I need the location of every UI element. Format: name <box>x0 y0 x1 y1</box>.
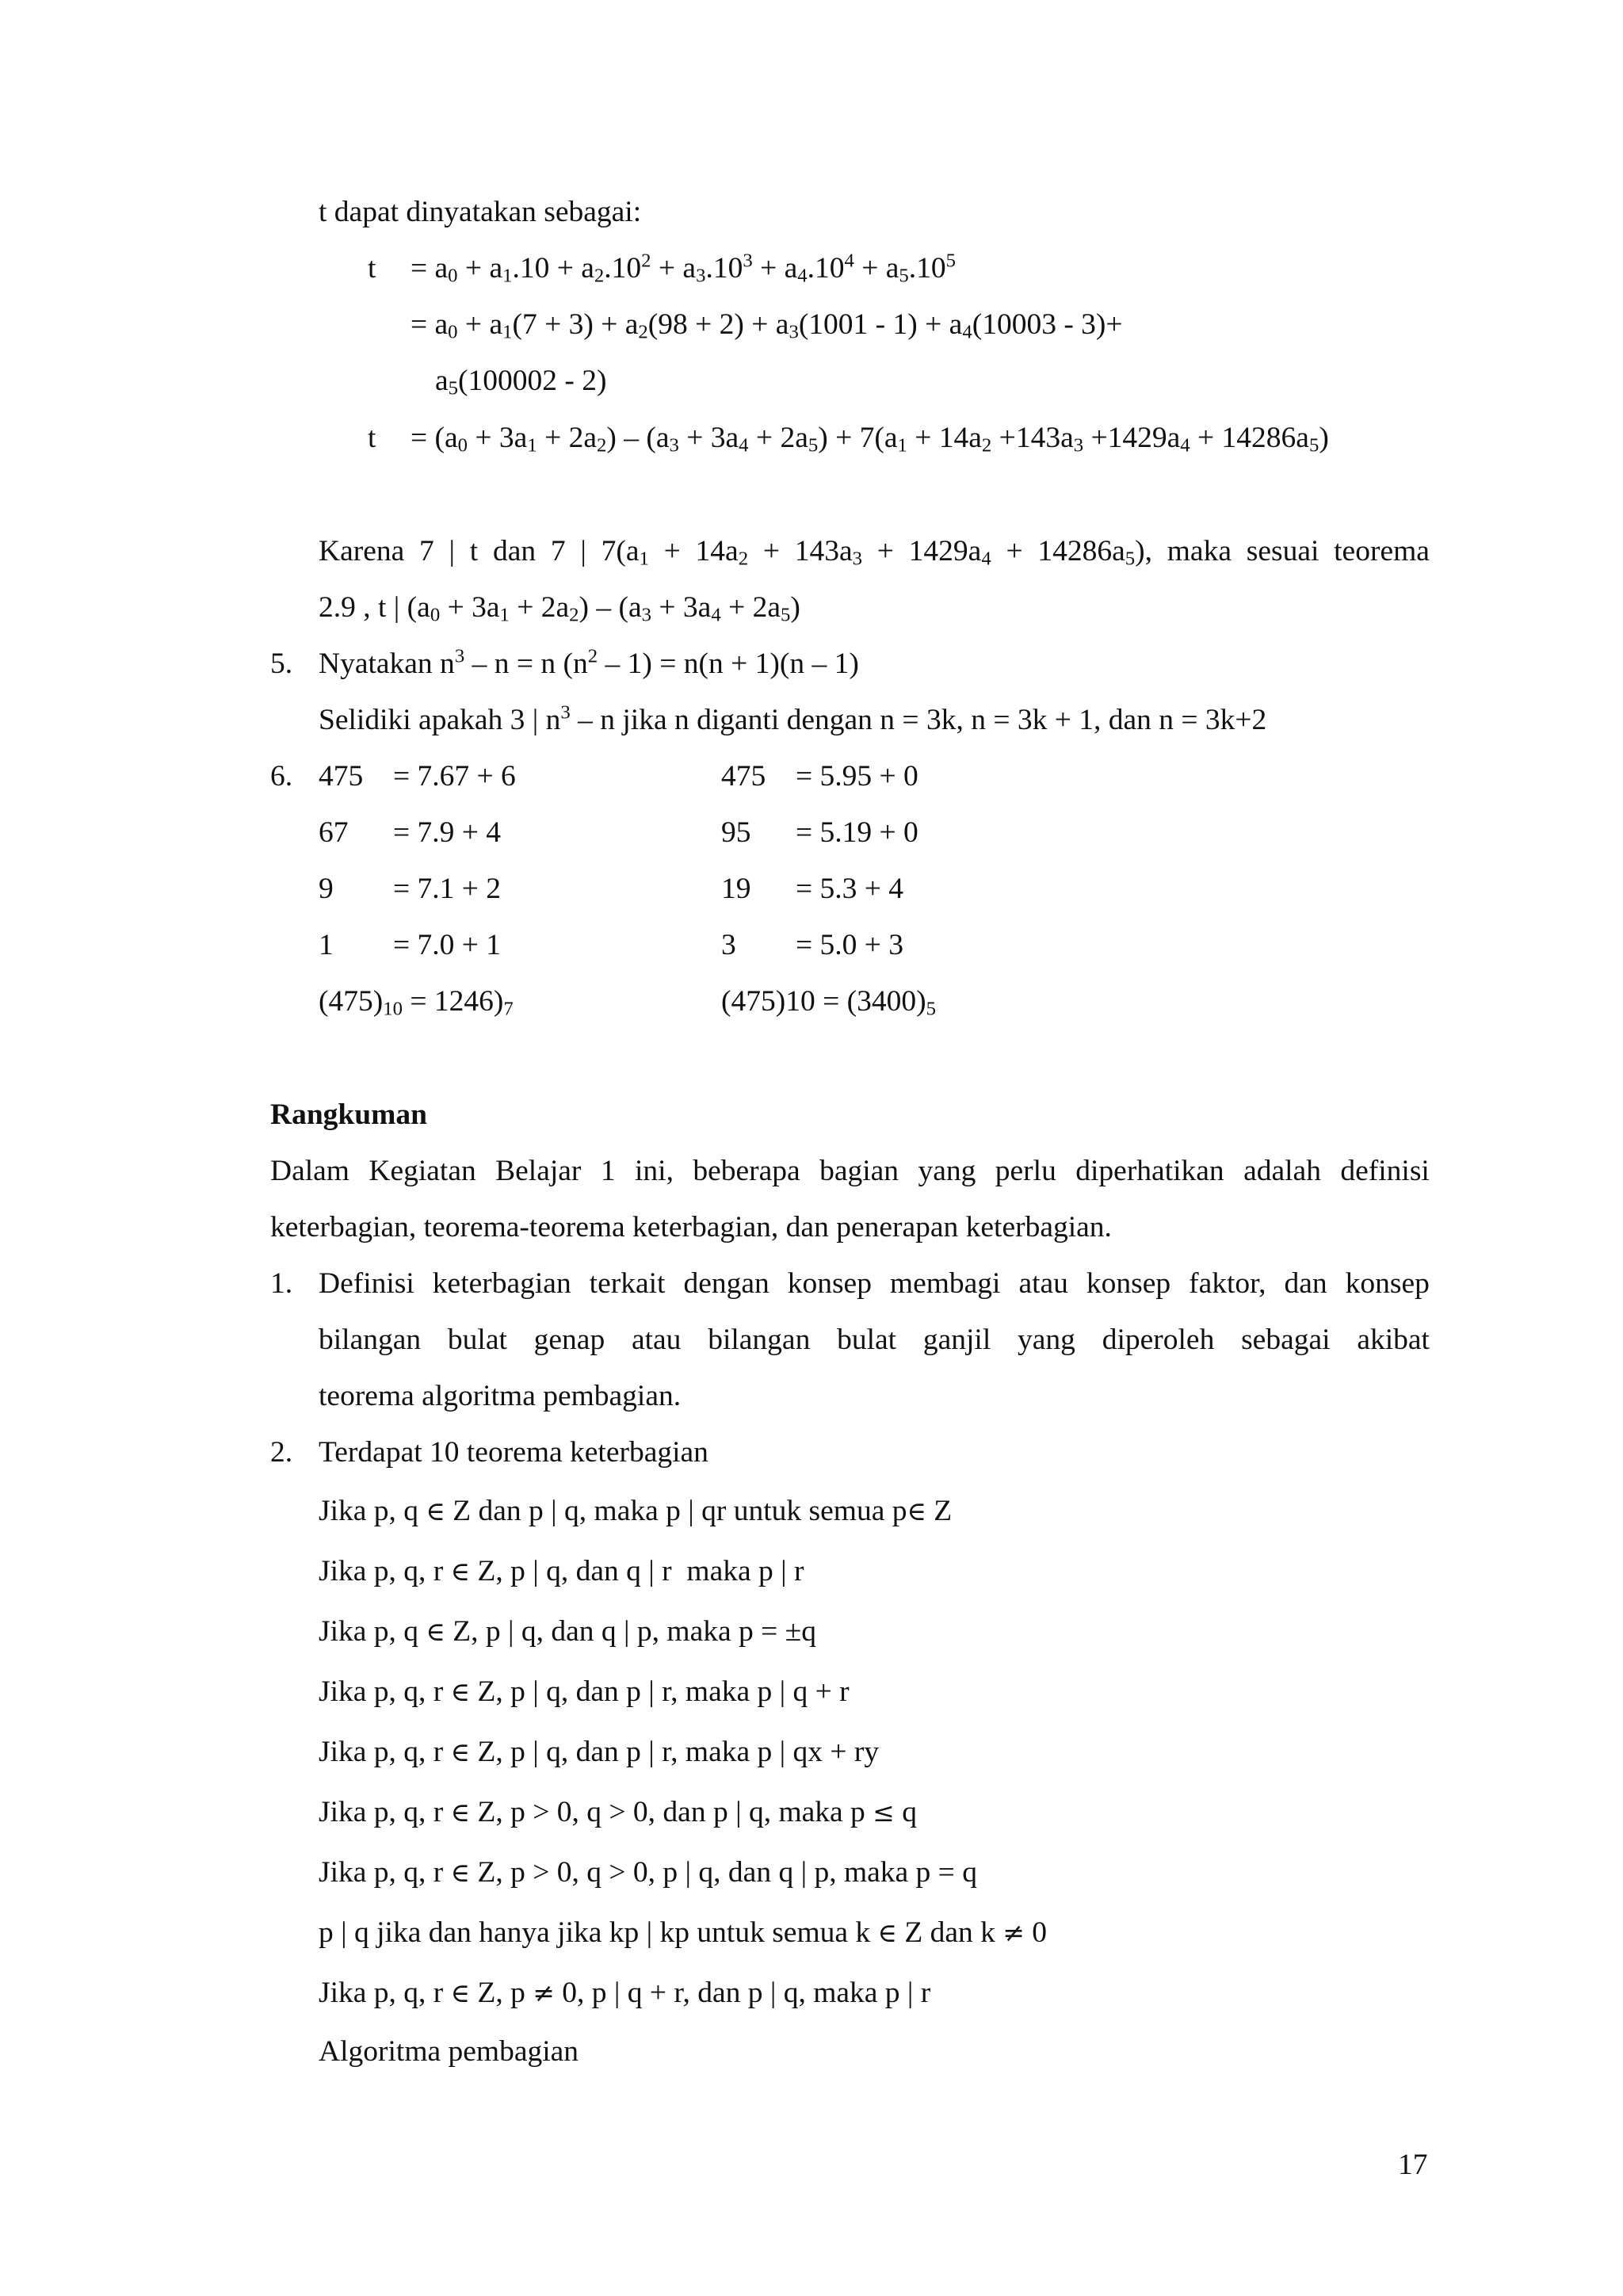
item-5-line-2: Selidiki apakah 3 | $n^3$ – n jika n diganti dengan n = 3k, n = 3k + 1, dan n = 3k+2 <box>319 701 1267 736</box>
theorem-6: Jika p, q, r ∈ Z, p > 0, q > 0, dan p | q, maka p ≤ q <box>319 1796 917 1828</box>
base5-row-3-right: = 5.3 + 4 <box>796 873 904 905</box>
summary-item-2-line-1: Terdapat 10 teorema keterbagian <box>319 1436 708 1469</box>
theorem-7: Jika p, q, r ∈ Z, p > 0, q > 0, p | q, dan q | p, maka p = q <box>319 1856 977 1889</box>
theorem-1: Jika p, q ∈ Z dan p | q, maka p | qr untuk semua p∈ Z <box>319 1495 953 1527</box>
base5-row-1-left: 475 <box>721 760 766 793</box>
base5-row-4-left: 3 <box>721 929 736 961</box>
base5-result: $(475)10 = (3400)_5$ <box>721 985 936 1020</box>
base7-row-3-right: = 7.1 + 2 <box>393 873 502 905</box>
item-6-number: 6. <box>270 760 293 793</box>
theorem-9: Jika p, q, r ∈ Z, p ≠ 0, p | q + r, dan p | q, maka p | r <box>319 1977 931 2009</box>
intro-line: t dapat dinyatakan sebagai: <box>319 196 642 228</box>
equation-line-4: t <box>368 422 376 454</box>
summary-item-1-line-1: Definisi keterbagian terkait dengan konsep membagi atau konsep faktor, dan konsep <box>319 1267 1430 1300</box>
summary-paragraph-line-1: Dalam Kegiatan Belajar 1 ini, beberapa bagian yang perlu diperhatikan adalah definisi <box>270 1155 1430 1187</box>
equation-line-1-rhs: = $a_0 + a_1.10 + a_2.10^2 + a_3.10^3 + a_4.10^4 + a_5.10^5$ <box>411 250 957 287</box>
equation-line-1: t <box>368 252 376 285</box>
theorem-10: Algoritma pembagian <box>319 2035 579 2068</box>
theorem-2: Jika p, q, r ∈ Z, p | q, dan q | r maka p | r <box>319 1555 804 1587</box>
theorem-5: Jika p, q, r ∈ Z, p | q, dan p | r, maka p | qx + ry <box>319 1736 880 1768</box>
equation-line-3: $a_5(100002 - 2)$ <box>435 365 607 399</box>
base5-row-4-right: = 5.0 + 3 <box>796 929 904 961</box>
equation-line-4-rhs: = $(a_0 + 3a_1 + 2a_2) - (a_3 + 3a_4 + 2a_5) + 7(a_1 + 14a_2 +143a_3 +1429a_4 + 14286a_5)$ <box>411 422 1329 457</box>
base7-row-3-left: 9 <box>319 873 334 905</box>
summary-paragraph-line-2: keterbagian, teorema-teorema keterbagian, dan penerapan keterbagian. <box>270 1211 1112 1244</box>
base5-row-2-right: = 5.19 + 0 <box>796 816 918 849</box>
summary-item-1-number: 1. <box>270 1267 293 1300</box>
karena-line-2: 2.9 , t | $(a_0 + 3a_1 + 2a_2) - (a_3 + 3a_4 + 2a_5)$ <box>319 591 800 626</box>
equation-line-2: = $a_0 + a_1(7 + 3) + a_2(98 + 2) + a_3(1001 - 1) + a_4(10003 - 3)+$ <box>411 308 1123 343</box>
base7-row-2-left: 67 <box>319 816 349 849</box>
item-5-number: 5. <box>270 648 293 680</box>
base5-row-3-left: 19 <box>721 873 751 905</box>
base5-row-1-right: = 5.95 + 0 <box>796 760 918 793</box>
base7-result: $(475)_{10} = 1246)_7$ <box>319 985 514 1020</box>
page-number: 17 <box>1398 2149 1428 2181</box>
item-5-line-1: Nyatakan $n^3 - n = n$ $(n^2 - 1) = n(n + 1)(n - 1)$ <box>319 645 859 680</box>
base7-row-4-left: 1 <box>319 929 334 961</box>
base7-row-4-right: = 7.0 + 1 <box>393 929 502 961</box>
karena-line-1: Karena 7 | t dan 7 | $7(a_1$ + $14a_2$ + $143a_3$ + $1429a_4$ + $14286a_5$), maka sesuai teorema <box>319 535 1430 570</box>
summary-item-2-number: 2. <box>270 1436 293 1469</box>
base7-row-1-left: 475 <box>319 760 364 793</box>
summary-item-1-line-2: bilangan bulat genap atau bilangan bulat ganjil yang diperoleh sebagai akibat <box>319 1324 1430 1356</box>
base7-row-2-right: = 7.9 + 4 <box>393 816 502 849</box>
base5-row-2-left: 95 <box>721 816 751 849</box>
base7-row-1-right: = 7.67 + 6 <box>393 760 516 793</box>
theorem-8: p | q jika dan hanya jika kp | kp untuk semua k ∈ Z dan k ≠ 0 <box>319 1916 1048 1949</box>
summary-heading: Rangkuman <box>270 1098 427 1131</box>
summary-item-1-line-3: teorema algoritma pembagian. <box>319 1380 682 1412</box>
theorem-3: Jika p, q ∈ Z, p | q, dan q | p, maka p = ±q <box>319 1615 816 1648</box>
theorem-4: Jika p, q, r ∈ Z, p | q, dan p | r, maka p | q + r <box>319 1675 850 1708</box>
